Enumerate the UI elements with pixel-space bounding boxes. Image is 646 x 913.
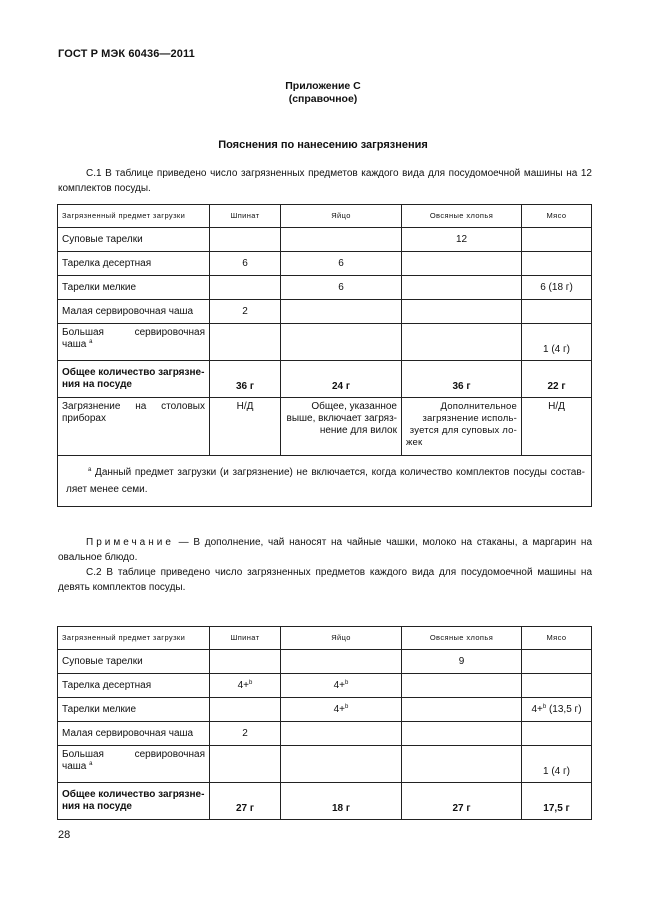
cutlery-oats-line: загрязнение исполь- (422, 413, 517, 424)
appendix-title: Приложение С (285, 80, 361, 92)
table-footnote (58, 456, 592, 507)
table-cell (58, 746, 210, 783)
table-cell (58, 361, 210, 398)
table-cell (402, 398, 522, 456)
table-cell: Тарелки мелкие (58, 276, 210, 300)
header-cell: Шпинат (210, 627, 281, 650)
soiling-table-9-settings (57, 626, 592, 820)
note-label: Примечание (86, 537, 174, 548)
footnote-marker: a (89, 761, 93, 767)
paragraph-c1 (58, 166, 592, 196)
header-cell: Шпинат (210, 205, 281, 228)
table-cell (58, 324, 210, 361)
table-cell (402, 674, 522, 698)
table-cell (522, 252, 592, 276)
table-cell: 6 (281, 252, 402, 276)
table-row (58, 746, 592, 783)
table-cell: 6 (210, 252, 281, 276)
table-cell: Малая сервировочная чаша (58, 300, 210, 324)
table-cell: 27 г (402, 783, 522, 820)
table-cell: 1 (4 г) (522, 324, 592, 361)
note-text-line1: — В дополнение, чай наносят на чайные чашки, молоко на стаканы, а маргарин на (178, 537, 592, 548)
table-cell (58, 783, 210, 820)
table-cell: 18 г (281, 783, 402, 820)
cell-value: 4+ (531, 703, 543, 715)
note-text-line2: овальное блюдо. (58, 552, 138, 563)
table-total-row (58, 361, 592, 398)
header-cell: Овсяные хлопья (402, 627, 522, 650)
total-label-line1: Общее количество загрязне- (62, 367, 205, 378)
table-cell: Н/Д (522, 398, 592, 456)
table-cell (281, 300, 402, 324)
table-cell (210, 276, 281, 300)
table-cell: 36 г (210, 361, 281, 398)
table-cell (522, 674, 592, 698)
table-cell: 24 г (281, 361, 402, 398)
table-cell (522, 722, 592, 746)
cutlery-egg-line: Общее, указанное (311, 401, 397, 412)
note-paragraph (58, 535, 592, 565)
table-cell (210, 674, 281, 698)
large-bowl-label-line2: чаша (62, 339, 87, 350)
cutlery-oats-line: Дополнительное (440, 401, 517, 412)
table-cell (402, 300, 522, 324)
table-cell (522, 300, 592, 324)
cutlery-label-line1: Загрязнение на столовых (62, 401, 205, 412)
table-cell: 36 г (402, 361, 522, 398)
table-cell: 2 (210, 722, 281, 746)
header-cell: Мясо (522, 205, 592, 228)
table-cell: 22 г (522, 361, 592, 398)
table-cell: 9 (402, 650, 522, 674)
total-label-line2: ния на посуде (62, 801, 132, 812)
table-cell (58, 398, 210, 456)
table-cell: 1 (4 г) (522, 746, 592, 783)
large-bowl-label-line1: Большая сервировочная (62, 327, 205, 338)
section-title: Пояснения по нанесению загрязнения (218, 139, 428, 151)
table-cell (402, 324, 522, 361)
table-total-row (58, 783, 592, 820)
table-cell (281, 698, 402, 722)
paragraph-c1-lead: С.1 В таблице приведено число загрязненных предметов каждого вида для посудомоечной машины на 12 (86, 168, 592, 179)
table-footnote-row (58, 456, 592, 507)
table-cell: Малая сервировочная чаша (58, 722, 210, 746)
header-cell: Мясо (522, 627, 592, 650)
total-label-line2: ния на посуде (62, 379, 132, 390)
table-cell: 12 (402, 228, 522, 252)
table-cell: 6 (281, 276, 402, 300)
table-cell (210, 746, 281, 783)
table-cell (210, 228, 281, 252)
table-cell (281, 324, 402, 361)
cell-value: (13,5 г) (546, 703, 582, 715)
header-cell: Яйцо (281, 205, 402, 228)
footnote-marker: a (88, 467, 92, 473)
table-header-row (58, 627, 592, 650)
table-cell: Суповые тарелки (58, 650, 210, 674)
table-row (58, 398, 592, 456)
header-cell: Овсяные хлопья (402, 205, 522, 228)
table-cell: Н/Д (210, 398, 281, 456)
table-cell (402, 698, 522, 722)
table-row (58, 228, 592, 252)
footnote-marker: b (345, 703, 349, 710)
table-row (58, 722, 592, 746)
table-row (58, 674, 592, 698)
table-cell: 2 (210, 300, 281, 324)
cutlery-label-line2: приборах (62, 413, 106, 424)
header-cell: Яйцо (281, 627, 402, 650)
footnote-marker: b (542, 703, 547, 710)
table-cell (402, 276, 522, 300)
table-cell (402, 722, 522, 746)
header-cell: Загрязненный предмет загрузки (58, 627, 210, 650)
table-row (58, 324, 592, 361)
page-number: 28 (58, 829, 71, 841)
table-cell (281, 674, 402, 698)
table-cell: Суповые тарелки (58, 228, 210, 252)
footnote-marker: a (89, 339, 93, 345)
large-bowl-label-line1: Большая сервировочная (62, 749, 205, 760)
table-cell (281, 650, 402, 674)
paragraph-c2-tail: девять комплектов посуды. (58, 582, 186, 593)
table-row (58, 252, 592, 276)
table-cell: 6 (18 г) (522, 276, 592, 300)
paragraph-c2 (58, 565, 592, 595)
table-cell: Тарелка десертная (58, 674, 210, 698)
cutlery-oats-line: зуется для суповых ло- (409, 425, 517, 436)
table-cell (210, 650, 281, 674)
table-header-row (58, 205, 592, 228)
table-cell: Тарелка десертная (58, 252, 210, 276)
table-cell (522, 650, 592, 674)
total-label-line1: Общее количество загрязне- (62, 789, 205, 800)
table-cell: 17,5 г (522, 783, 592, 820)
header-cell: Загрязненный предмет загрузки (58, 205, 210, 228)
table-row (58, 698, 592, 722)
table-cell: 27 г (210, 783, 281, 820)
footnote-marker: b (345, 679, 349, 686)
document-header: ГОСТ Р МЭК 60436—2011 (58, 48, 195, 60)
table-cell: Тарелки мелкие (58, 698, 210, 722)
table-cell (522, 698, 592, 722)
table-row (58, 650, 592, 674)
table-cell (522, 228, 592, 252)
table-row (58, 300, 592, 324)
cell-value: 4+ (333, 679, 346, 691)
cell-value: 4+ (333, 703, 346, 715)
cutlery-oats-line: жек (406, 437, 423, 448)
table-cell (402, 252, 522, 276)
table-cell (402, 746, 522, 783)
table-row (58, 276, 592, 300)
cutlery-egg-line: нение для вилок (319, 425, 397, 436)
table-cell (210, 698, 281, 722)
footnote-marker: b (249, 679, 253, 686)
footnote-line1: Данный предмет загрузки (и загрязнение) не включается, когда количество комплектов посуды состав- (95, 467, 585, 478)
cell-value: 4+ (237, 679, 250, 691)
cutlery-egg-line: выше, включает загряз- (286, 413, 397, 424)
table-cell (281, 228, 402, 252)
soiling-table-12-settings (57, 204, 592, 507)
table-cell (281, 722, 402, 746)
large-bowl-label-line2: чаша (62, 761, 87, 772)
footnote-line2: ляет менее семи. (66, 484, 148, 495)
appendix-subtitle: (справочное) (288, 93, 358, 105)
table-cell (281, 398, 402, 456)
table-cell (210, 324, 281, 361)
table-cell (281, 746, 402, 783)
paragraph-c2-lead: С.2 В таблице приведено число загрязненных предметов каждого вида для посудомоечной машины на (86, 567, 592, 578)
paragraph-c1-tail: комплектов посуды. (58, 183, 151, 194)
